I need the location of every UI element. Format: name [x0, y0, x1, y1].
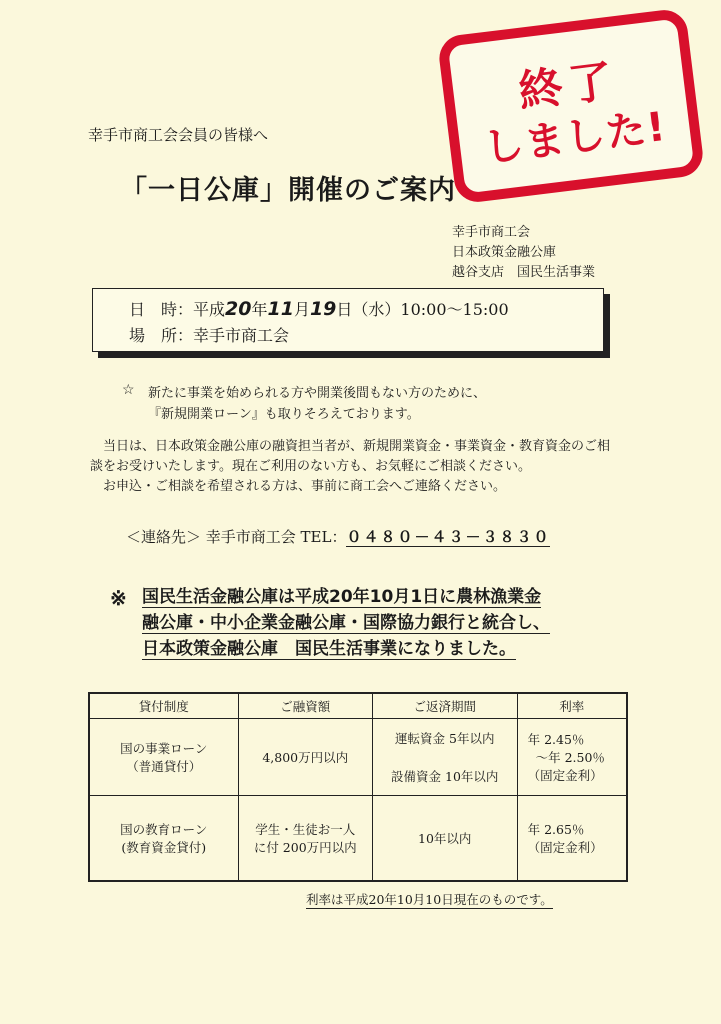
rate-line-2: （固定金利）: [527, 840, 603, 855]
system-name: 国の事業ローン: [120, 741, 208, 756]
amount-line-1: 学生・生徒お一人: [255, 822, 356, 837]
amount-line-2: に付 200万円以内: [253, 840, 357, 855]
body-text: [90, 437, 622, 497]
rate-footnote: 利率は平成20年10月10日現在のものです。: [306, 892, 553, 907]
system-name: 国の教育ローン: [120, 822, 208, 837]
notice-text: [142, 584, 642, 662]
table-row: [89, 796, 627, 882]
event-month: 11: [267, 298, 294, 320]
star-note-line-2: 『新規開業ローン』も取りそろえております。: [148, 407, 420, 422]
place-label: 場 所：: [129, 326, 194, 345]
header-amount: ご融資額: [238, 693, 372, 719]
header-rate: 利率: [517, 693, 627, 719]
contact-line: [126, 526, 550, 547]
cell-term: [372, 796, 517, 882]
notice-line-3: 日本政策金融公庫 国民生活事業になりました。: [142, 639, 516, 659]
event-weekday-time: （水）10:00〜15:00: [352, 300, 509, 319]
term-line-2: 設備資金 10年以内: [391, 769, 499, 784]
notice-line-1: 国民生活金融公庫は平成20年10月1日に農林漁業金: [142, 587, 542, 607]
header-term: ご返済期間: [372, 693, 517, 719]
rate-line-3: （固定金利）: [527, 768, 603, 783]
rate-line-1: 年 2.45％: [527, 732, 585, 747]
finished-stamp: [437, 7, 706, 204]
system-sub: （普通貸付）: [126, 759, 202, 774]
star-note-line-1: 新たに事業を始められる方や開業後間もない方のために、: [148, 386, 487, 401]
cell-rate: [517, 719, 627, 796]
contact-label: ＜連絡先＞ 幸手市商工会 TEL：: [126, 528, 347, 546]
cell-term: [372, 719, 517, 796]
term-line-1: 10年以内: [418, 831, 472, 846]
notice-mark: ※: [110, 586, 127, 610]
cell-rate: [517, 796, 627, 882]
stamp-line-1: 終了: [515, 55, 622, 119]
organizer-2: 日本政策金融公庫: [452, 245, 557, 260]
header-system: 貸付制度: [89, 693, 238, 719]
organizer-3: 越谷支店 国民生活事業: [452, 265, 596, 280]
date-label: 日 時：平成: [129, 300, 226, 319]
event-year: 20: [225, 298, 252, 320]
organizer-1: 幸手市商工会: [452, 225, 531, 240]
event-day: 19: [309, 298, 337, 320]
cell-system: [89, 796, 238, 882]
body-paragraph-2: お申込・ご相談を希望される方は、事前に商工会へご連絡ください。: [103, 479, 507, 494]
loan-table: [88, 692, 628, 882]
amount-line-1: 4,800万円以内: [262, 750, 349, 765]
system-sub: (教育資金貸付): [121, 840, 207, 855]
cell-system: [89, 719, 238, 796]
event-year-unit: 年: [251, 300, 268, 319]
body-paragraph-1: 当日は、日本政策金融公庫の融資担当者が、新規開業資金・事業資金・教育資金のご相談をお受けいたします。現在ご利用のない方も、お気軽にご相談ください。: [90, 439, 611, 474]
event-month-unit: 月: [293, 300, 310, 319]
cell-amount: [238, 796, 372, 882]
contact-tel: ０４８０－４３－３８３０: [346, 528, 551, 546]
star-icon: ☆: [122, 382, 135, 398]
stamp-line-2: しました!: [481, 103, 669, 172]
event-place-line: [129, 323, 289, 346]
event-place: 幸手市商工会: [193, 326, 290, 345]
page-title: 「一日公庫」開催のご案内: [120, 175, 456, 206]
term-line-1: 運転資金 5年以内: [395, 731, 495, 746]
notice-line-2: 融公庫・中小企業金融公庫・国際協力銀行と統合し、: [142, 613, 550, 633]
rate-line-1: 年 2.65％: [527, 822, 585, 837]
table-header-row: [89, 693, 627, 719]
greeting: 幸手市商工会会員の皆様へ: [88, 126, 269, 144]
table-row: [89, 719, 627, 796]
event-date-line: [129, 297, 509, 320]
event-day-unit: 日: [336, 300, 353, 319]
rate-line-2: 〜年 2.50％: [535, 750, 605, 765]
event-info-box: [92, 288, 604, 352]
cell-amount: [238, 719, 372, 796]
